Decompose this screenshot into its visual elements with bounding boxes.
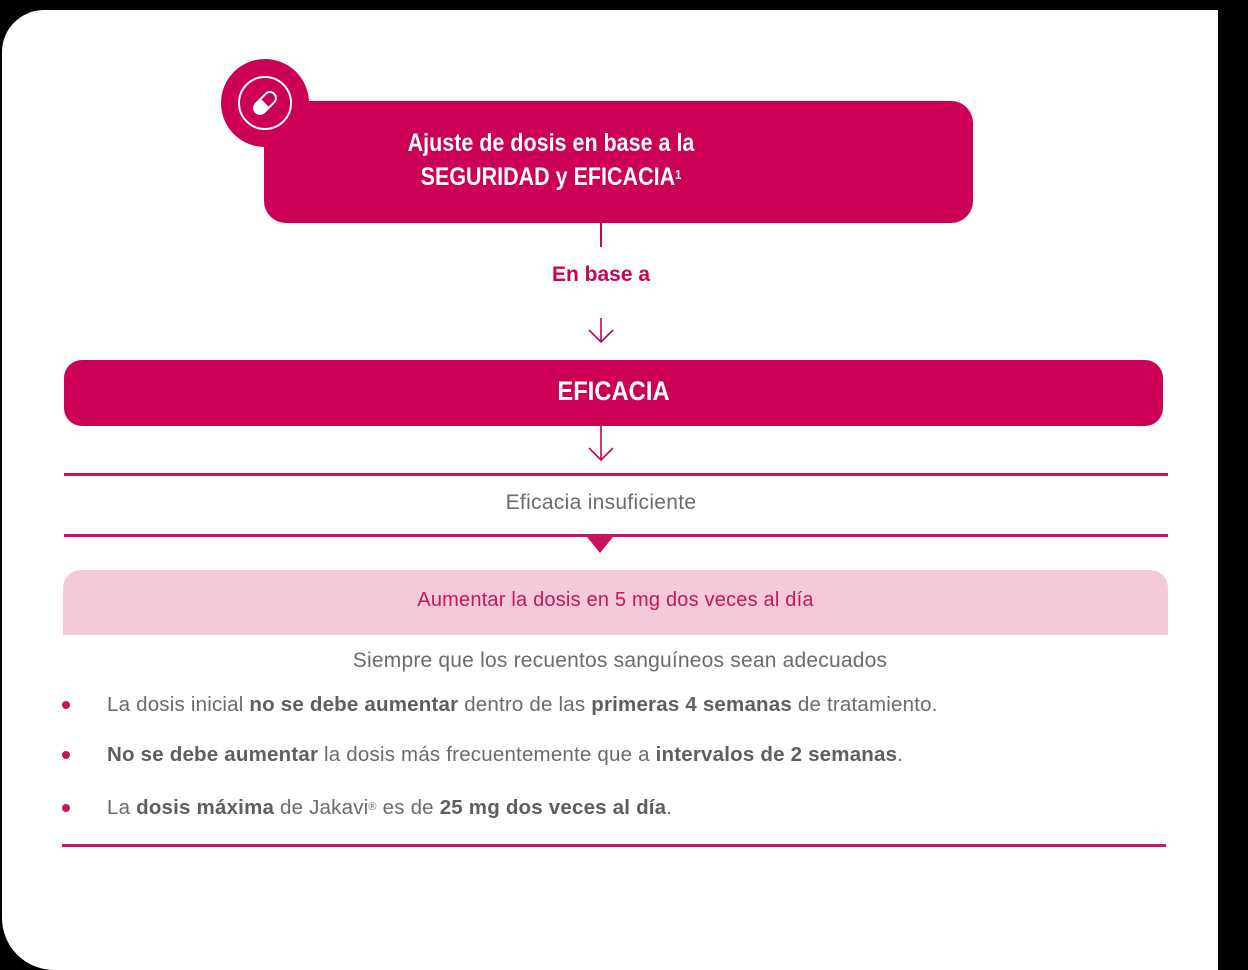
insufficient-efficacy-label: Eficacia insuficiente	[505, 491, 697, 514]
header-title-line1: Ajuste de dosis en base a la	[407, 129, 695, 157]
list-item-text: La dosis inicial no se debe aumentar dentro de las primeras 4 semanas de tratamiento.	[107, 693, 938, 716]
list-item-text: La dosis máxima de Jakavi® es de 25 mg dos veces al día.	[107, 796, 673, 819]
action-label: Aumentar la dosis en 5 mg dos veces al día	[417, 589, 814, 611]
divider-footer	[62, 844, 1166, 847]
connector-label: En base a	[551, 263, 651, 286]
divider-top	[64, 473, 1168, 476]
condition-note: Siempre que los recuentos sanguíneos sean adecuados	[352, 649, 888, 672]
efficacy-label: EFICACIA	[557, 376, 670, 406]
header-title	[304, 126, 798, 194]
bullet-icon	[62, 804, 70, 812]
connector-line	[600, 223, 602, 247]
header-title-line2: SEGURIDAD y EFICACIA$^1$	[420, 163, 682, 191]
arrow-down-icon	[586, 318, 616, 344]
pill-badge	[221, 59, 309, 147]
bullet-icon	[62, 701, 70, 709]
pill-icon	[238, 76, 292, 130]
footnote-ref: 1	[675, 167, 682, 182]
triangle-pointer-icon	[587, 537, 613, 553]
arrow-down-icon	[586, 426, 616, 462]
bullet-icon	[62, 751, 70, 759]
divider-bottom	[64, 534, 1168, 537]
registered-mark: ®	[368, 801, 377, 813]
list-item-text: No se debe aumentar la dosis más frecuentemente que a intervalos de 2 semanas.	[107, 743, 904, 766]
